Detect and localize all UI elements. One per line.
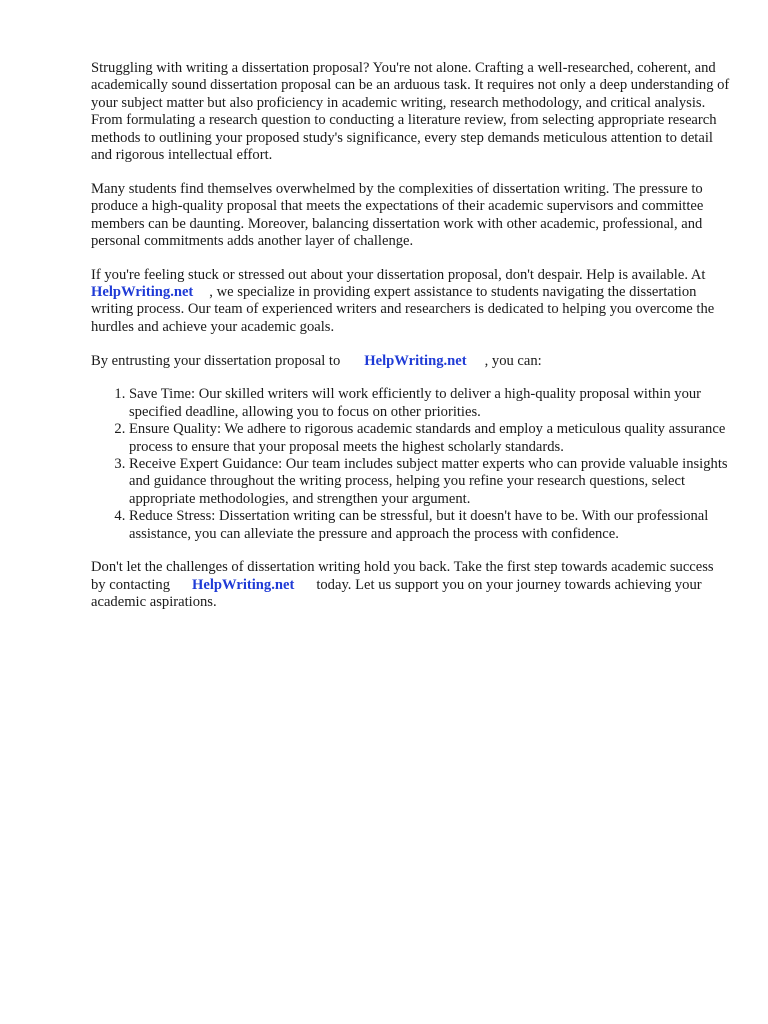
benefit-item-reduce-stress: 4. Reduce Stress: Dissertation writing can be stressful, but it doesn't have to be. With our professional assistance, you can alleviate the pressure and approach the process with confidence. <box>129 508 731 543</box>
entrust-paragraph-text-start: By entrusting your dissertation proposal to <box>91 352 341 369</box>
help-paragraph-text-start: If you're feeling stuck or stressed out about your dissertation proposal, don't despair. Help is available. At <box>91 266 706 283</box>
challenges-paragraph: Many students find themselves overwhelmed by the complexities of dissertation writing. The pressure to produce a high-quality proposal that meets the expectations of their academic supervisors and committee members can be daunting. Moreover, balancing dissertation work with other academic, professional, and personal commitments adds another layer of challenge. <box>91 180 704 249</box>
closing-paragraph-text-start: Don't let the challenges of dissertation writing hold you back. Take the first step towards academic success by contacting <box>91 559 714 593</box>
entrust-paragraph <box>91 353 731 370</box>
benefit-item-ensure-quality: 2. Ensure Quality: We adhere to rigorous academic standards and employ a meticulous quality assurance process to ensure that your proposal meets the highest scholarly standards. <box>129 421 731 456</box>
helpwriting-link-2[interactable]: HelpWriting.net <box>364 352 467 369</box>
entrust-paragraph-text-end: , you can: <box>484 352 542 369</box>
benefit-item-save-time: 1. Save Time: Our skilled writers will work efficiently to deliver a high-quality proposal within your specified deadline, allowing you to focus on other priorities. <box>129 386 731 421</box>
benefit-item-expert-guidance: 3. Receive Expert Guidance: Our team includes subject matter experts who can provide valuable insights and guidance throughout the writing process, helping you refine your research questions, select appropriate methodologies, and strengthen your argument. <box>129 456 731 508</box>
intro-paragraph: Struggling with writing a dissertation proposal? You're not alone. Crafting a well-researched, coherent, and academically sound dissertation proposal can be an arduous task. It requires not only a deep understanding of your subject matter but also proficiency in academic writing, research methodology, and critical analysis. From formulating a research question to conducting a literature review, from selecting appropriate research methods to outlining your proposed study's significance, every step demands meticulous attention to detail and rigorous intellectual effort. <box>91 60 730 164</box>
help-paragraph <box>91 267 731 337</box>
closing-paragraph <box>91 559 731 611</box>
helpwriting-link-1[interactable]: HelpWriting.net <box>91 284 194 301</box>
help-paragraph-text-end: , we specialize in providing expert assistance to students navigating the dissertation writing process. Our team of experienced writers and researchers is dedicated to helping you overcome the hurdles and achieve your academic goals. <box>91 284 715 335</box>
closing-paragraph-text-end: today. Let us support you on your journey towards achieving your academic aspirations. <box>91 576 702 611</box>
helpwriting-link-3[interactable]: HelpWriting.net <box>192 576 295 593</box>
benefits-list <box>91 386 731 543</box>
document-page <box>91 60 731 628</box>
